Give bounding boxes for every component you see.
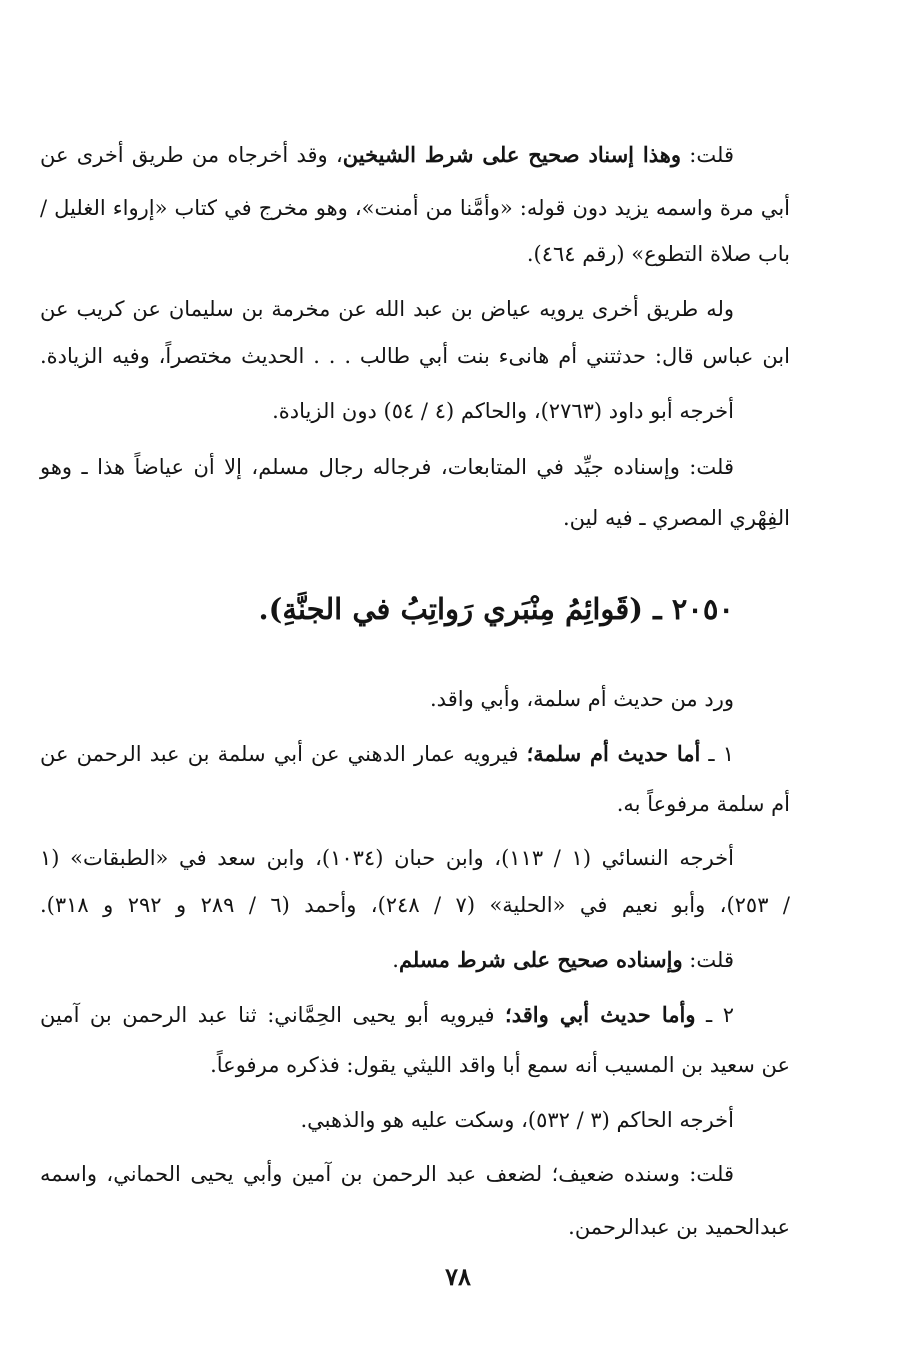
text-line: أم سلمة مرفوعاً به.: [616, 792, 790, 816]
text-line: قلت: وهذا إسناد صحيح على شرط الشيخين، وقد أخرجاه من طريق أخرى عن: [40, 142, 734, 167]
page-number: ٧٨: [445, 1262, 471, 1291]
text-line: أبي مرة واسمه يزيد دون قوله: «وأمَّنا من أمنت»، وهو مخرج في كتاب «إرواء الغليل /: [40, 196, 790, 220]
text-line: ابن عباس قال: حدثتني أم هانىء بنت أبي طالب . . . الحديث مختصراً، وفيه الزيادة.: [40, 344, 790, 368]
text-line: أخرجه النسائي (١ / ١١٣)، وابن حبان (١٠٣٤)، وابن سعد في «الطبقات» (١: [40, 846, 735, 870]
text-line: أخرجه الحاكم (٣ / ٥٣٢)، وسكت عليه هو والذهبي.: [300, 1108, 734, 1132]
text-line: باب صلاة التطوع» (رقم ٤٦٤).: [526, 242, 790, 266]
text-line: قلت: وسنده ضعيف؛ لضعف عبد الرحمن بن آمين وأبي يحيى الحماني، واسمه: [40, 1162, 734, 1186]
text-line: ١ ـ أما حديث أم سلمة؛ فيرويه عمار الدهني عن أبي سلمة بن عبد الرحمن عن: [40, 741, 734, 766]
text-line: أخرجه أبو داود (٢٧٦٣)، والحاكم (٤ / ٥٤) دون الزيادة.: [272, 399, 734, 423]
text-line: ٢ ـ وأما حديث أبي واقد؛ فيرويه أبو يحيى الحِمَّاني: ثنا عبد الرحمن بن آمين: [40, 1002, 734, 1027]
text-line: / ٢٥٣)، وأبو نعيم في «الحلية» (٧ / ٢٤٨)، وأحمد (٦ / ٢٨٩ و ٢٩٢ و ٣١٨).: [40, 893, 790, 917]
text-line: الفِهْري المصري ـ فيه لين.: [562, 506, 790, 530]
text-line: عبدالحميد بن عبدالرحمن.: [568, 1215, 790, 1239]
text-line: قلت: وإسناده جيِّد في المتابعات، فرجاله رجال مسلم، إلا أن عياضاً هذا ـ وهو: [40, 455, 734, 479]
text-line: عن سعيد بن المسيب أنه سمع أبا واقد الليثي يقول: فذكره مرفوعاً.: [210, 1053, 790, 1077]
text-line: وله طريق أخرى يرويه عياض بن عبد الله عن مخرمة بن سليمان عن كريب عن: [40, 297, 734, 321]
text-line: ورد من حديث أم سلمة، وأبي واقد.: [430, 687, 734, 711]
text-line: قلت: وإسناده صحيح على شرط مسلم.: [392, 947, 734, 972]
hadith-heading: ٢٠٥٠ ـ (قَوائِمُ مِنْبَري رَواتِبُ في الجنَّةِ).: [258, 592, 734, 626]
